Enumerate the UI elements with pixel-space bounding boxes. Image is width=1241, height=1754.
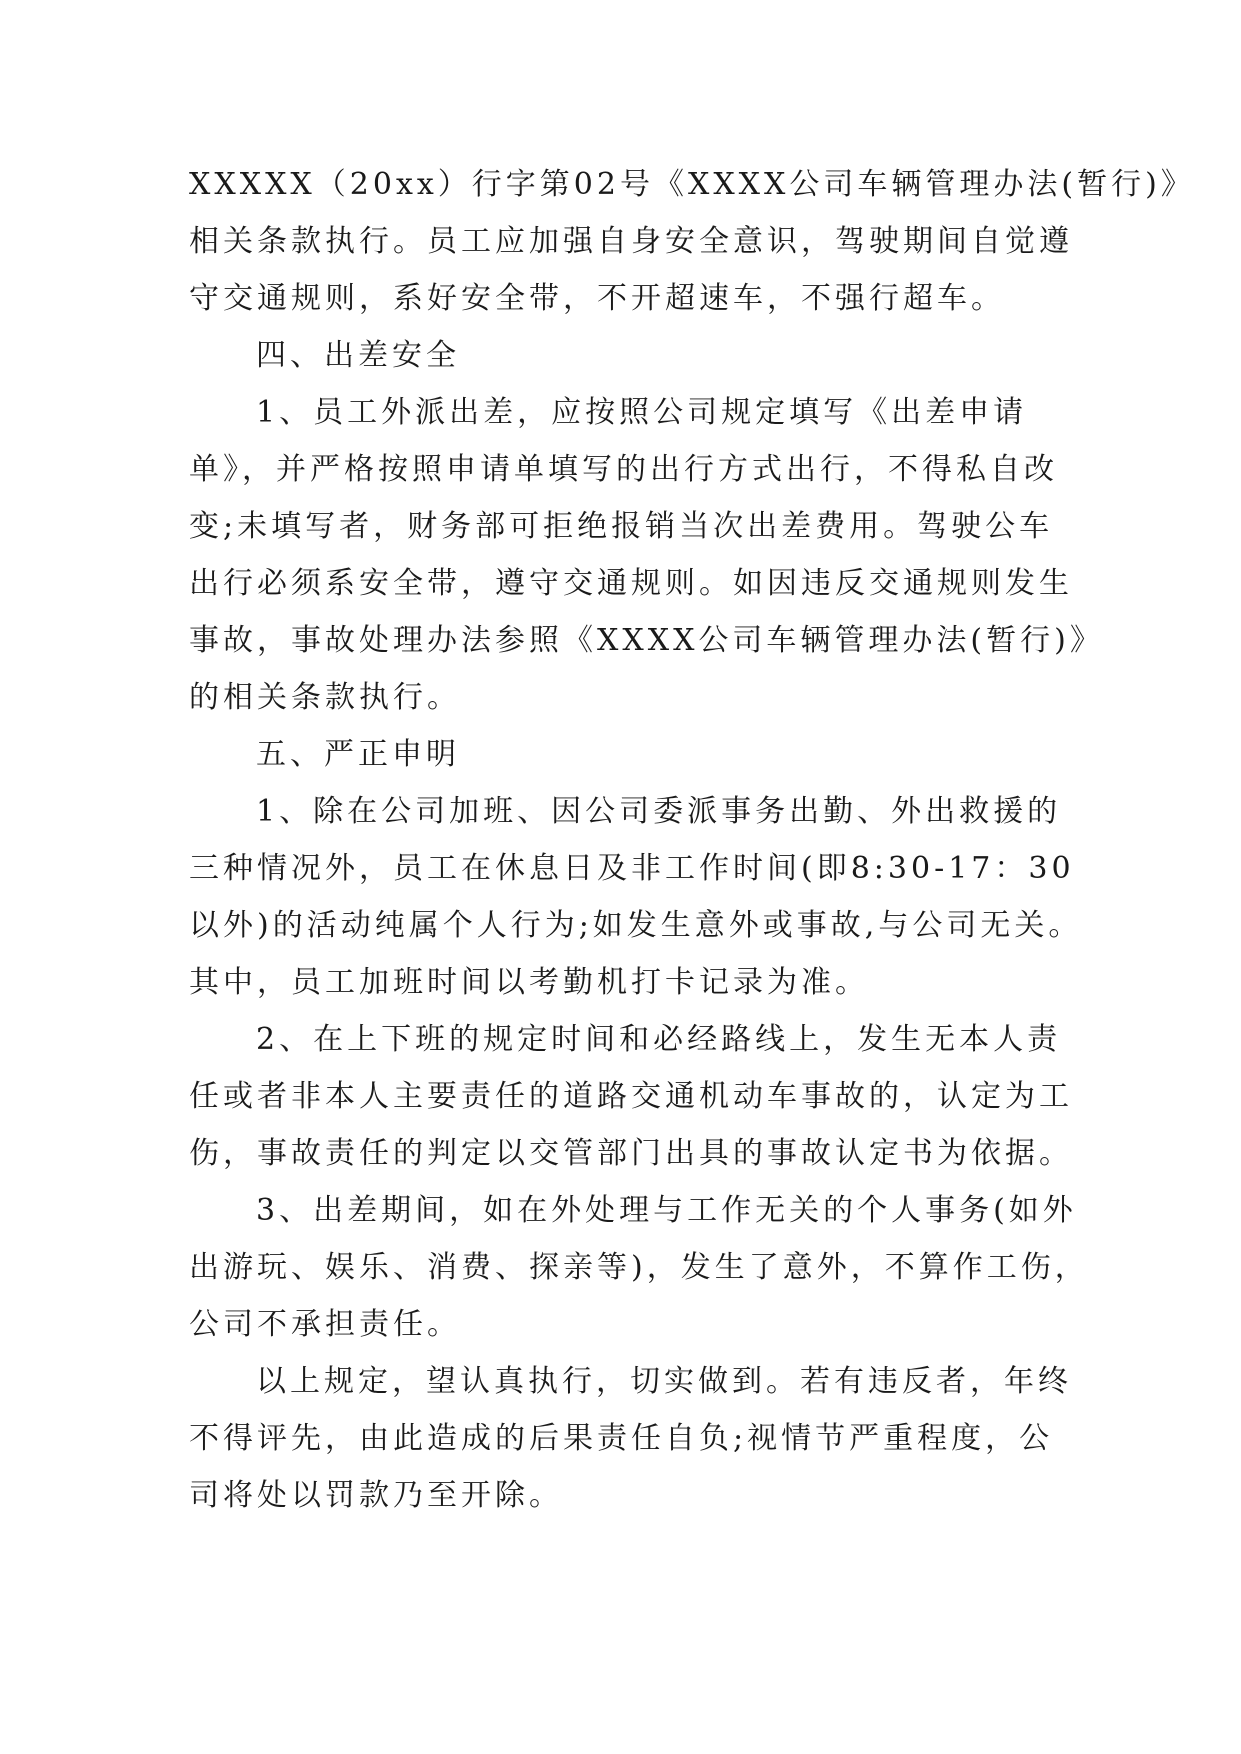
text-line: 变;未填写者，财务部可拒绝报销当次出差费用。驾驶公车 xyxy=(189,509,1054,544)
text-line: 公司不承担责任。 xyxy=(189,1307,461,1342)
text-line: 出游玩、娱乐、消费、探亲等)，发生了意外，不算作工伤， xyxy=(189,1250,1089,1285)
text-line: 事故，事故处理办法参照《XXXX公司车辆管理办法(暂行)》 xyxy=(189,623,1104,658)
text-line: 不得评先，由此造成的后果责任自负;视情节严重程度，公 xyxy=(189,1421,1054,1456)
text-line: 3、出差期间，如在外处理与工作无关的个人事务(如外 xyxy=(256,1193,1077,1228)
text-line: 以上规定，望认真执行，切实做到。若有违反者，年终 xyxy=(256,1364,1072,1399)
text-line: 其中，员工加班时间以考勤机打卡记录为准。 xyxy=(189,965,869,1000)
text-line: 的相关条款执行。 xyxy=(189,680,461,715)
text-line: 伤，事故责任的判定以交管部门出具的事故认定书为依据。 xyxy=(189,1136,1073,1171)
text-line: 1、员工外派出差，应按照公司规定填写《出差申请 xyxy=(256,395,1028,430)
text-line: 守交通规则，系好安全带，不开超速车，不强行超车。 xyxy=(189,281,1005,316)
text-line: 三种情况外，员工在休息日及非工作时间(即8:30-17：30 xyxy=(189,851,1075,886)
text-line: 司将处以罚款乃至开除。 xyxy=(189,1478,563,1513)
section-heading-declaration: 五、严正申明 xyxy=(256,737,460,772)
text-line: 单》，并严格按照申请单填写的出行方式出行，不得私自改 xyxy=(189,452,1058,487)
text-line: 相关条款执行。员工应加强自身安全意识，驾驶期间自觉遵 xyxy=(189,224,1073,259)
text-line: 1、除在公司加班、因公司委派事务出勤、外出救援的 xyxy=(256,794,1062,829)
text-line: 以外)的活动纯属个人行为;如发生意外或事故,与公司无关。 xyxy=(189,908,1083,943)
text-line: 出行必须系安全带，遵守交通规则。如因违反交通规则发生 xyxy=(189,566,1073,601)
text-line: 2、在上下班的规定时间和必经路线上，发生无本人责 xyxy=(256,1022,1062,1057)
text-line: 任或者非本人主要责任的道路交通机动车事故的，认定为工 xyxy=(189,1079,1073,1114)
text-line: XXXXX（20xx）行字第02号《XXXX公司车辆管理办法(暂行)》 xyxy=(189,167,1195,202)
section-heading-travel-safety: 四、出差安全 xyxy=(256,338,460,373)
